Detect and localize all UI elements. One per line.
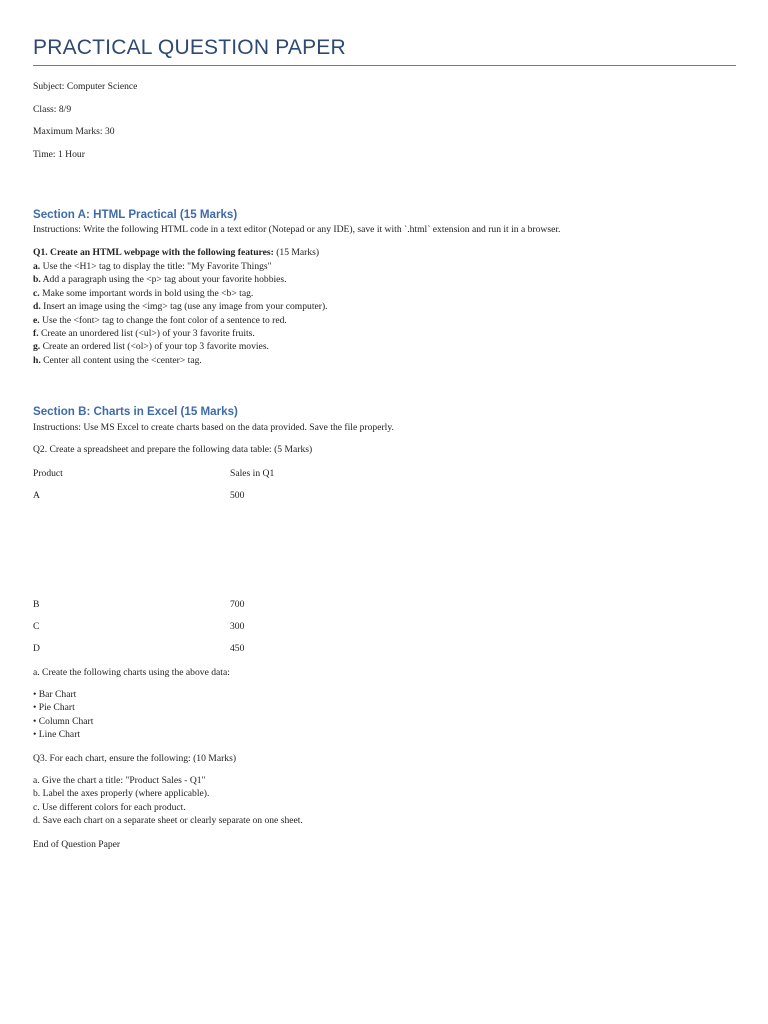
question-2: Q2. Create a spreadsheet and prepare the following data table: (5 Marks) — [33, 444, 313, 455]
item-text: Create an unordered list (<ul>) of your 3 favorite fruits. — [38, 328, 255, 340]
end-note: End of Question Paper — [33, 839, 121, 850]
item-letter: h. — [33, 354, 41, 366]
list-item: b. Label the axes properly (where applicable). — [33, 788, 210, 800]
title-divider — [33, 65, 736, 66]
item-letter: g. — [33, 341, 41, 353]
table-cell-product: D — [33, 643, 40, 654]
list-item: c. Use different colors for each product. — [33, 801, 186, 813]
item-letter: a. — [33, 261, 41, 272]
question-3: Q3. For each chart, ensure the following: (10 Marks) — [33, 753, 237, 764]
table-cell-sales: 450 — [230, 643, 245, 654]
list-item: • Column Chart — [33, 715, 94, 727]
subject-line: Subject: Computer Science — [33, 81, 138, 92]
item-text: Use the <font> tag to change the font color of a sentence to red. — [39, 314, 287, 326]
table-cell-sales: 300 — [230, 621, 245, 632]
item-letter: e. — [33, 314, 40, 326]
item-text: Make some important words in bold using the <b> tag. — [39, 287, 254, 299]
item-text: Create an ordered list (<ol>) of your top 3 favorite movies. — [40, 341, 269, 353]
table-cell-product: A — [33, 490, 40, 501]
time-line: Time: 1 Hour — [33, 149, 85, 160]
class-line: Class: 8/9 — [33, 104, 72, 115]
table-cell-sales: 700 — [230, 599, 245, 610]
item-letter: f. — [33, 328, 39, 340]
chart-type-list — [33, 688, 93, 742]
list-item — [33, 260, 328, 273]
list-item: • Pie Chart — [33, 702, 75, 714]
question-2a: a. Create the following charts using the above data: — [33, 667, 230, 678]
question-1-label: Q1. Create an HTML webpage with the following features: — [33, 247, 274, 258]
list-item — [33, 340, 328, 353]
table-cell-product: B — [33, 599, 40, 610]
section-b-heading: Section B: Charts in Excel (15 Marks) — [33, 405, 238, 418]
list-item — [33, 287, 328, 300]
list-item — [33, 354, 328, 367]
item-letter: b. — [33, 274, 41, 286]
question-3-items — [33, 774, 303, 828]
table-header-product: Product — [33, 468, 63, 479]
section-a-instructions: Instructions: Write the following HTML code in a text editor (Notepad or any IDE), save it with `.html` extension and run it in a browser. — [33, 224, 561, 235]
list-item: a. Give the chart a title: "Product Sales - Q1" — [33, 775, 206, 786]
table-header-sales: Sales in Q1 — [230, 468, 275, 479]
item-text: Insert an image using the <img> tag (use any image from your computer). — [40, 301, 328, 313]
question-1-items — [33, 260, 328, 367]
section-a-heading: Section A: HTML Practical (15 Marks) — [33, 208, 238, 221]
table-cell-sales: 500 — [230, 490, 245, 501]
list-item — [33, 300, 328, 313]
list-item: • Line Chart — [33, 729, 81, 741]
item-letter: d. — [33, 301, 41, 313]
list-item — [33, 314, 328, 327]
section-b-instructions: Instructions: Use MS Excel to create charts based on the data provided. Save the file properly. — [33, 422, 394, 433]
item-letter: c. — [33, 287, 40, 299]
marks-line: Maximum Marks: 30 — [33, 126, 115, 137]
page-title: PRACTICAL QUESTION PAPER — [33, 36, 346, 59]
list-item: • Bar Chart — [33, 689, 77, 700]
item-text: Center all content using the <center> tag. — [40, 354, 202, 366]
question-1-marks: (15 Marks) — [273, 247, 320, 258]
item-text: Use the <H1> tag to display the title: "My Favorite Things" — [40, 261, 272, 272]
list-item: d. Save each chart on a separate sheet or clearly separate on one sheet. — [33, 815, 303, 827]
list-item — [33, 273, 328, 286]
list-item — [33, 327, 328, 340]
table-cell-product: C — [33, 621, 40, 632]
item-text: Add a paragraph using the <p> tag about your favorite hobbies. — [40, 274, 287, 286]
question-1 — [33, 246, 319, 259]
